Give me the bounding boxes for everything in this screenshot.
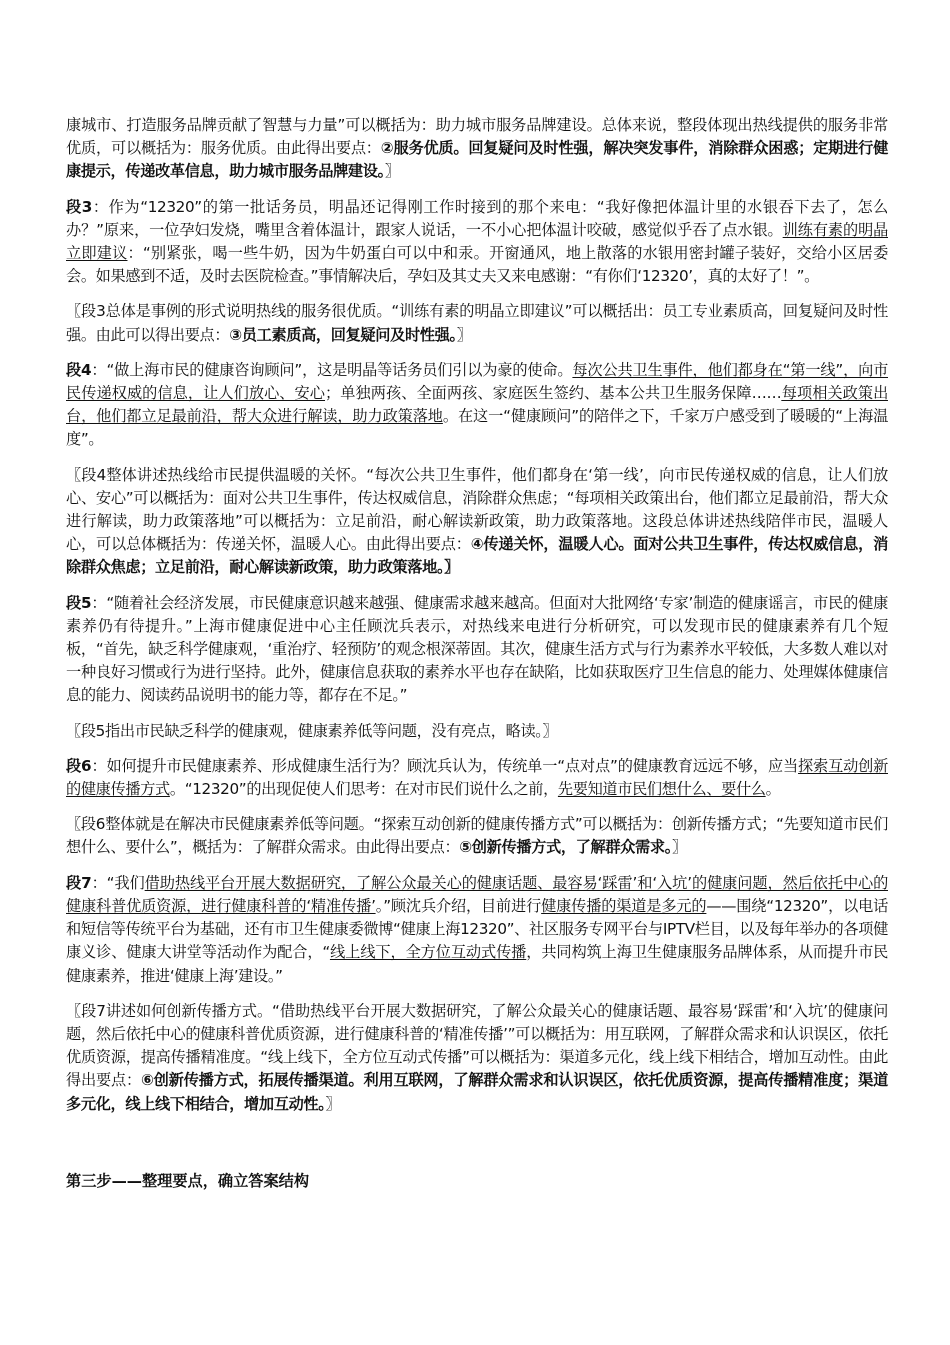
text: 〗 (456, 325, 472, 344)
underlined-text: 探索互动创新的健康传播方式 (66, 756, 888, 799)
key-point: ④传递关怀，温暖人心。面对公共卫生事件，传达权威信息，消除群众焦虑；立足前沿，耐心解读新政策，助力政策落地。〗 (66, 535, 888, 577)
text: ——围绕“12320”，以电话和短信等传统平台为基础，还有市卫生健康委微博“健康上海12320”、社区服务专网平台与IPTV栏目，以及每年举办的各项健康义诊、健康大讲堂等活动作为配合，“ (66, 896, 888, 962)
text: ：“别紧张，喝一些牛奶，因为牛奶蛋白可以中和汞。开窗通风，地上散落的水银用密封罐子装好，交给小区居委会。如果感到不适，及时去医院检查。”事情解决后，孕妇及其丈夫又来电感谢：“有你们‘12320’，真的太好了！”。 (66, 244, 888, 286)
paragraph-label: 段7 (66, 873, 92, 892)
underlined-text: 每次公共卫生事件，他们都身在“第一线”，向市民传递权威的信息，让人们放心、安心 (66, 360, 888, 403)
paragraph-analysis-5 (66, 720, 888, 743)
document-page (66, 114, 888, 1193)
paragraph-analysis-6 (66, 813, 888, 859)
text: ，共同构筑上海卫生健康服务品牌体系，从而提升市民健康素养，推进‘健康上海’建设。” (66, 943, 889, 985)
key-point: ⑤创新传播方式，了解群众需求。 (459, 838, 672, 857)
paragraph-analysis-4 (66, 464, 888, 580)
text: ：“做上海市民的健康咨询顾问”，这是明晶等话务员们引以为豪的使命。 (91, 360, 573, 379)
key-point: ③员工素质高，回复疑问及时性强。 (229, 325, 457, 344)
text: 〗 (325, 1094, 341, 1113)
text: ：“我们 (91, 873, 145, 892)
paragraph-label: 段6 (66, 756, 92, 775)
paragraph-analysis-2 (66, 114, 888, 184)
text: 〗 (671, 838, 687, 857)
paragraph-6 (66, 755, 888, 801)
underlined-text: 线上线下，全方位互动式传播 (329, 943, 527, 962)
text: 〗 (384, 162, 400, 181)
paragraph-7 (66, 872, 888, 988)
paragraph-5 (66, 592, 888, 708)
text: 康城市、打造服务品牌贡献了智慧与力量”可以概括为：助力城市服务品牌建设。总体来说，整段体现出热线提供的服务非常优质，可以概括为：服务优质。由此得出要点： (66, 116, 888, 158)
paragraph-4 (66, 359, 888, 452)
underlined-text: 训练有素的明晶立即建议 (66, 220, 888, 263)
underlined-text: 健康传播的渠道是多元的 (541, 896, 707, 915)
paragraph-label: 段4 (66, 360, 92, 379)
paragraph-label: 段3 (66, 197, 92, 216)
text: 〖段7讲述如何创新传播方式。“借助热线平台开展大数据研究，了解公众最关心的健康话题、最容易‘踩雷’和‘入坑’的健康问题，然后依托中心的健康科普优质资源，进行健康科普的‘精准传播’”可以概括为：用互联网，了解群众需求和认识误区，依托优质资源，提高传播精准度。“线上线下，全方位互动式传播”可以概括为：渠道多元化，线上线下相结合，增加互动性。由此得出要点： (66, 1001, 888, 1090)
key-point: ⑥创新传播方式，拓展传播渠道。利用互联网，了解群众需求和认识误区，依托优质资源，提高传播精准度；渠道多元化，线上线下相结合，增加互动性。 (66, 1071, 888, 1113)
paragraph-analysis-3 (66, 300, 888, 346)
underlined-text: 借助热线平台开展大数据研究，了解公众最关心的健康话题、最容易‘踩雷’和‘入坑’的健康问题，然后依托中心的健康科普优质资源，进行健康科普的‘精准传播’ (66, 873, 888, 915)
text: 〖段6整体就是在解决市民健康素养低等问题。“探索互动创新的健康传播方式”可以概括为：创新传播方式；“先要知道市民们想什么、要什么”，概括为：了解群众需求。由此得出要点： (66, 815, 888, 857)
text: 〖段5指出市民缺乏科学的健康观，健康素养低等问题，没有亮点，略读。〗 (66, 721, 558, 740)
paragraph-3 (66, 196, 888, 289)
text: ；单独两孩、全面两孩、家庭医生签约、基本公共卫生服务保障…… (325, 384, 782, 403)
key-point: ②服务优质。回复疑问及时性强，解决突发事件，消除群众困惑；定期进行健康提示，传递改革信息，助力城市服务品牌建设。 (66, 139, 888, 181)
text: 〖段4整体讲述热线给市民提供温暖的关怀。“每次公共卫生事件，他们都身在‘第一线’，向市民传递权威的信息，让人们放心、安心”可以概括为：面对公共卫生事件，传达权威信息，消除群众焦虑；“每项相关政策出台，他们都立足最前沿，帮大众进行解读，助力政策落地”可以概括为：立足前沿，耐心解读新政策，助力政策落地。这段总体讲述热线陪伴市民，温暖人心，可以总体概括为：传递关怀，温暖人心。由此得出要点： (66, 465, 888, 554)
text: 。”顾沈兵介绍，目前进行 (375, 896, 542, 915)
text: 〖段3总体是事例的形式说明热线的服务很优质。“训练有素的明晶立即建议”可以概括出：员工专业素质高，回复疑问及时性强。由此可以得出要点： (66, 302, 888, 344)
text: ：作为“12320”的第一批话务员，明晶还记得刚工作时接到的那个来电：“我好像把体温计里的水银吞下去了，怎么办？”原来，一位孕妇发烧，嘴里含着体温计，跟家人说话，一不小心把体温计咬破，感觉似乎吞了点水银。 (66, 197, 888, 239)
text: ：如何提升市民健康素养、形成健康生活行为？顾沈兵认为，传统单一“点对点”的健康教育远远不够，应当 (91, 756, 799, 775)
underlined-text: 先要知道市民们想什么、要什么 (557, 780, 766, 799)
paragraph-analysis-7 (66, 1000, 888, 1116)
section-heading: 第三步——整理要点，确立答案结构 (66, 1171, 309, 1190)
text: 。 (765, 780, 781, 799)
text: 。“12320”的出现促使人们思考：在对市民们说什么之前， (169, 780, 558, 799)
underlined-text: 每项相关政策出台，他们都立足最前沿，帮大众进行解读，助力政策落地 (66, 384, 888, 426)
text: ：“随着社会经济发展，市民健康意识越来越强、健康需求越来越高。但面对大批网络‘专家’制造的健康谣言，市民的健康素养仍有待提升。”上海市健康促进中心主任顾沈兵表示，对热线来电进行分析研究，可以发现市民的健康素养有几个短板，“首先，缺乏科学健康观，‘重治疗、轻预防’的观念根深蒂固。其次，健康生活方式与行为素养水平较低，大多数人难以对一种良好习惯或行为进行坚持。此外，健康信息获取的素养水平也存在缺陷，比如获取医疗卫生信息的能力、处理媒体健康信息的能力、阅读药品说明书的能力等，都存在不足。” (66, 593, 888, 705)
text: 。在这一“健康顾问”的陪伴之下，千家万户感受到了暖暖的“上海温度”。 (66, 407, 888, 449)
paragraph-label: 段5 (66, 593, 92, 612)
